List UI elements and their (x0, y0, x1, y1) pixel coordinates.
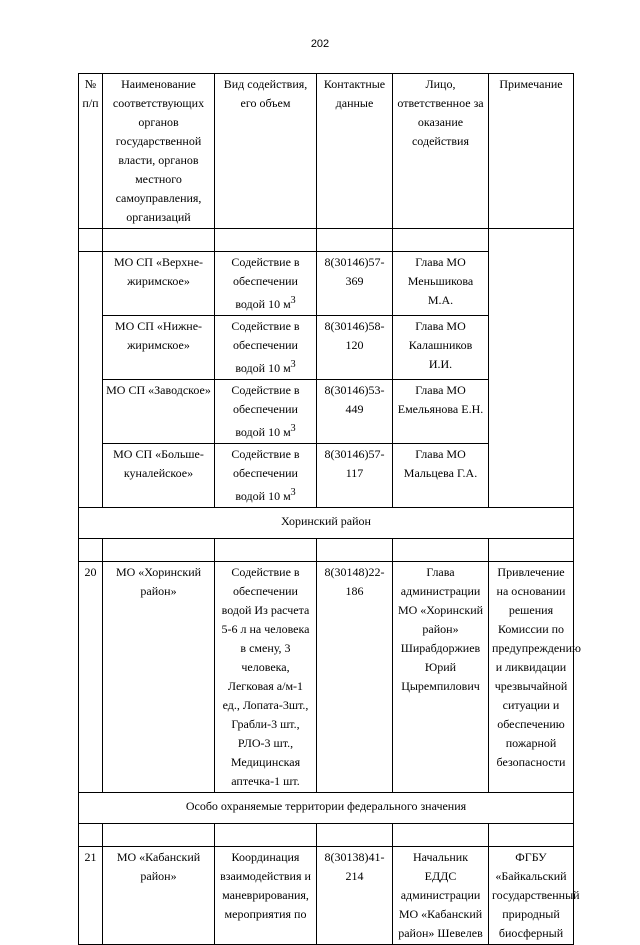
note-cell: Привлечение на основании решения Комиссии по предупреждению и ликвидации чрезвычайной ситуации и обеспечению пожарной безопасности (489, 562, 574, 793)
kind-text: Содействие в обеспечении водой 10 м (231, 383, 300, 439)
page-number: 202 (310, 38, 330, 50)
header-assistance-kind: Вид содействия, его объем (215, 74, 317, 229)
person-cell: Глава МО Емельянова Е.Н. (393, 380, 489, 444)
org-cell: МО «Кабанский район» (103, 847, 215, 945)
org-cell: МО СП «Заводское» (103, 380, 215, 444)
contact-cell: 8(30138)41-214 (317, 847, 393, 945)
kind-cell: Координация взаимодействия и маневрирования, мероприятия по (215, 847, 317, 945)
cubic-superscript: 3 (290, 423, 296, 434)
spacer-cell (103, 539, 215, 562)
contact-cell: 8(30148)22-186 (317, 562, 393, 793)
spacer-row (79, 539, 574, 562)
header-num: № п/п (79, 74, 103, 229)
spacer-row (79, 824, 574, 847)
spacer-num-cell (79, 229, 103, 252)
contact-cell: 8(30146)53-449 (317, 380, 393, 444)
spacer-cell (393, 824, 489, 847)
person-cell: Глава МО Мальцева Г.А. (393, 444, 489, 508)
spacer-org-cell (103, 229, 215, 252)
kind-text: Содействие в обеспечении водой 10 м (231, 255, 300, 311)
spacer-cell (393, 539, 489, 562)
spacer-kind-cell (215, 229, 317, 252)
num-cell-empty (79, 252, 103, 508)
spacer-cell (215, 539, 317, 562)
section-row (79, 793, 574, 824)
header-organization: Наименование соответствующих органов государственной власти, органов местного самоуправления, организаций (103, 74, 215, 229)
spacer-cell (489, 824, 574, 847)
spacer-cell (79, 824, 103, 847)
header-responsible-person: Лицо, ответственное за оказание содействия (393, 74, 489, 229)
header-note: Примечание (489, 74, 574, 229)
table-header-row (79, 74, 574, 229)
spacer-row (79, 229, 574, 252)
contact-cell: 8(30146)57-117 (317, 444, 393, 508)
person-cell: Начальник ЕДДС администрации МО «Кабанский район» Шевелев (393, 847, 489, 945)
table-row-21 (79, 847, 574, 945)
contact-cell: 8(30146)58-120 (317, 316, 393, 380)
person-cell: Глава МО Меньшикова М.А. (393, 252, 489, 316)
spacer-cell (79, 539, 103, 562)
org-cell: МО СП «Нижне-жиримское» (103, 316, 215, 380)
header-contacts: Контактные данные (317, 74, 393, 229)
num-cell: 20 (79, 562, 103, 793)
section-heading-khorinsky: Хоринский район (79, 508, 574, 539)
kind-cell (215, 252, 317, 316)
num-cell: 21 (79, 847, 103, 945)
note-cell-empty (489, 229, 574, 508)
person-cell: Глава МО Калашников И.И. (393, 316, 489, 380)
kind-cell (215, 380, 317, 444)
kind-cell (215, 316, 317, 380)
person-cell: Глава администрации МО «Хоринский район» Ширабдоржиев Юрий Цыремпилович (393, 562, 489, 793)
spacer-cell (317, 539, 393, 562)
spacer-cell (489, 539, 574, 562)
spacer-cell (215, 824, 317, 847)
org-cell: МО СП «Больше-куналейское» (103, 444, 215, 508)
spacer-cell (103, 824, 215, 847)
spacer-person-cell (393, 229, 489, 252)
kind-cell: Содействие в обеспечении водой Из расчета 5-6 л на человека в смену, 3 человека, Легковая а/м-1 ед., Лопата-3шт., Грабли-3 шт., РЛО-3 шт., Медицинская аптечка-1 шт. (215, 562, 317, 793)
org-cell: МО СП «Верхне-жиримское» (103, 252, 215, 316)
assistance-table (78, 73, 581, 945)
table-row-20 (79, 562, 574, 793)
contact-cell: 8(30146)57-369 (317, 252, 393, 316)
cubic-superscript: 3 (290, 295, 296, 306)
document-table-wrapper (78, 73, 581, 940)
kind-text: Содействие в обеспечении водой 10 м (231, 319, 300, 375)
spacer-cell (317, 824, 393, 847)
kind-cell (215, 444, 317, 508)
cubic-superscript: 3 (290, 359, 296, 370)
org-cell: МО «Хоринский район» (103, 562, 215, 793)
spacer-contact-cell (317, 229, 393, 252)
note-cell: ФГБУ «Байкальский государственный природный биосферный (489, 847, 574, 945)
cubic-superscript: 3 (290, 487, 296, 498)
section-row (79, 508, 574, 539)
section-heading-protected-territories: Особо охраняемые территории федерального значения (79, 793, 574, 824)
kind-text: Содействие в обеспечении водой 10 м (231, 447, 300, 503)
